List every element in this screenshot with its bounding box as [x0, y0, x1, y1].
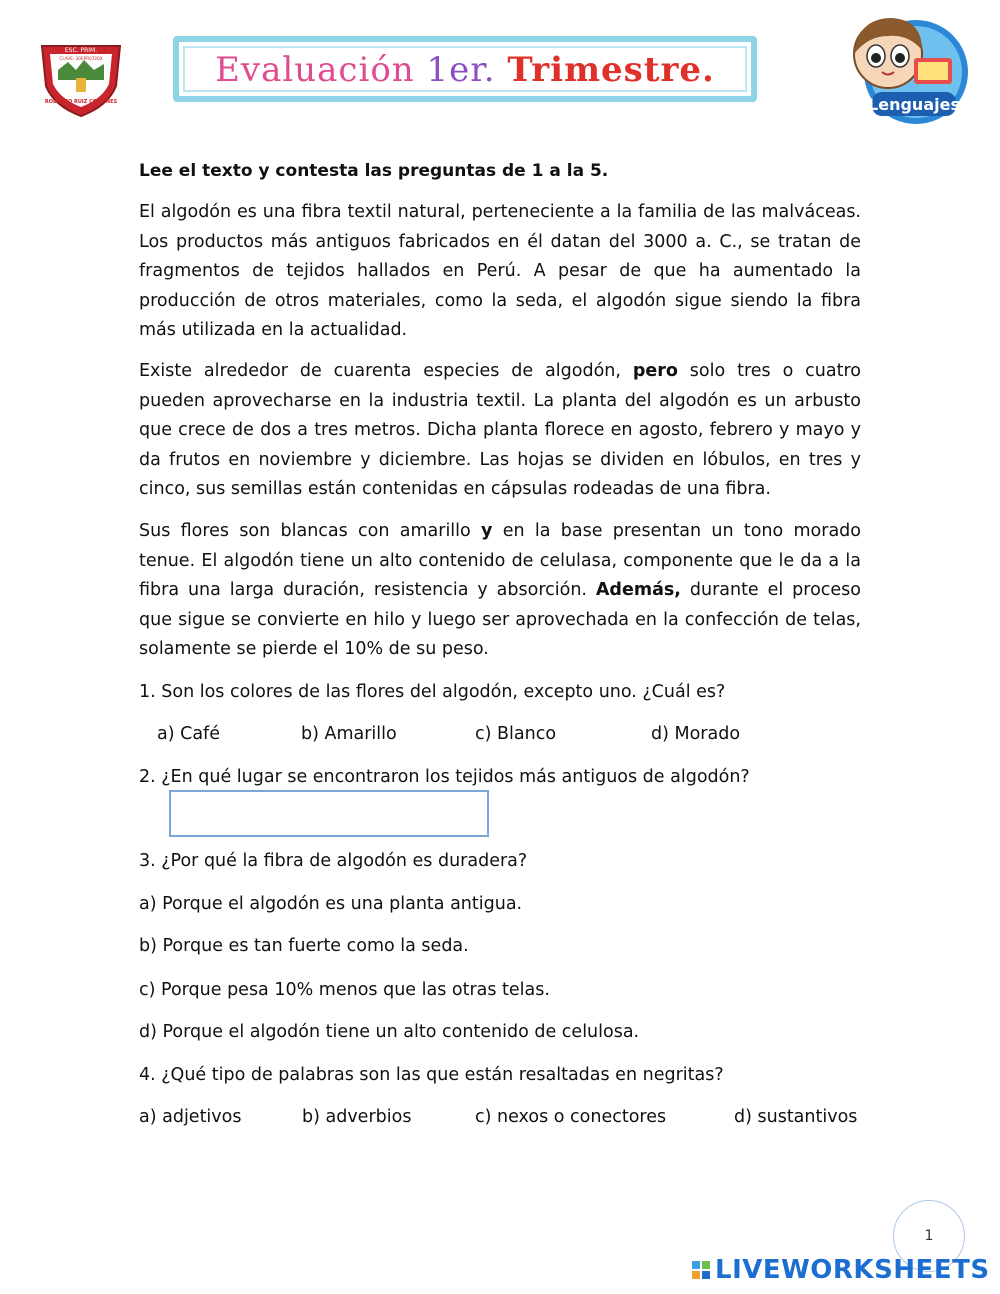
title-part-trimestre: Trimestre. — [507, 50, 715, 90]
q3-option-c[interactable]: c) Porque pesa 10% menos que las otras telas. — [139, 980, 550, 1000]
paragraph-3-text-c: durante el proceso que sigue se convierte en hilo y luego ser aprovechada en la confección de telas, solamente se pierde el 10% de su peso. — [139, 580, 861, 659]
paragraph-2-text-b: solo tres o cuatro pueden aprovecharse en la industria textil. La planta del algodón es un arbusto que crece de dos a tres metros. Dicha planta florece en agosto, febrero y mayo y da frutos en noviembre y diciembre. Las hojas se dividen en lóbulos, en tres y cinco, sus semillas están contenidas en cápsulas rodeadas de una fibra. — [139, 361, 861, 499]
title-part-trimester-number: 1er. — [426, 50, 508, 90]
q4-option-d[interactable]: d) sustantivos — [734, 1107, 858, 1127]
q3-option-d[interactable]: d) Porque el algodón tiene un alto contenido de celulosa. — [139, 1022, 640, 1042]
paragraph-1: El algodón es una fibra textil natural, perteneciente a la familia de las malváceas. Los productos más antiguos fabricados en él datan del 3000 a. C., se tratan de fragmentos de tejidos hallados en Perú. A pesar de que ha aumentado la producción de otros materiales, como la seda, el algodón sigue siendo la fibra más utilizada en la actualidad. — [139, 202, 861, 340]
lenguajes-mascot-logo — [838, 10, 970, 130]
q4-option-b[interactable]: b) adverbios — [302, 1107, 412, 1127]
paragraph-2 — [139, 357, 861, 505]
paragraph-3 — [139, 517, 861, 665]
liveworksheets-brand: LIVEWORKSHEETS — [715, 1255, 990, 1285]
q1-option-a[interactable]: a) Café — [157, 724, 220, 744]
q1-option-c[interactable]: c) Blanco — [475, 724, 557, 744]
bold-word-ademas: Además, — [595, 580, 681, 600]
paragraph-3-text-b: en la base presentan un tono morado tenue. El algodón tiene un alto contenido de celulasa, componente que le da a la fibra una larga duración, resistencia y absorción. — [139, 521, 861, 600]
page-number-badge: 1 — [893, 1200, 965, 1272]
liveworksheets-logo — [692, 1256, 990, 1284]
q2-answer-input[interactable] — [169, 790, 489, 837]
q3-option-b[interactable]: b) Porque es tan fuerte como la seda. — [139, 936, 469, 956]
liveworksheets-blocks-icon — [692, 1261, 710, 1279]
q4-option-a[interactable]: a) adjetivos — [139, 1107, 242, 1127]
paragraph-2-text-a: Existe alrededor de cuarenta especies de algodón, — [139, 361, 633, 381]
paragraph-3-text-a: Sus flores son blancas con amarillo — [139, 521, 482, 541]
page-title — [179, 50, 751, 90]
title-banner — [173, 36, 757, 102]
q4-option-c[interactable]: c) nexos o conectores — [475, 1107, 667, 1127]
title-part-evaluacion: Evaluación — [215, 50, 427, 90]
shield-school-label: ESC. PRIM. — [64, 47, 98, 54]
question-4-text: 4. ¿Qué tipo de palabras son las que están resaltadas en negritas? — [139, 1065, 724, 1085]
question-2-text: 2. ¿En qué lugar se encontraron los tejidos más antiguos de algodón? — [139, 767, 750, 787]
question-3-text: 3. ¿Por qué la fibra de algodón es duradera? — [139, 851, 528, 871]
q3-option-a[interactable]: a) Porque el algodón es una planta antigua. — [139, 894, 523, 914]
q1-option-d[interactable]: d) Morado — [651, 724, 741, 744]
shield-school-code: CLAVE: 30EPR0720X — [59, 56, 103, 61]
bold-word-pero: pero — [632, 361, 678, 381]
bold-word-y: y — [481, 521, 493, 541]
shield-school-name: RODOLFO RUIZ CORTINES — [44, 99, 118, 105]
instructions: Lee el texto y contesta las preguntas de 1 a la 5. — [139, 161, 609, 181]
school-shield-logo — [38, 40, 124, 118]
question-1-text: 1. Son los colores de las flores del algodón, excepto uno. ¿Cuál es? — [139, 682, 726, 702]
lenguajes-label: Lenguajes — [868, 95, 960, 114]
q1-option-b[interactable]: b) Amarillo — [301, 724, 397, 744]
